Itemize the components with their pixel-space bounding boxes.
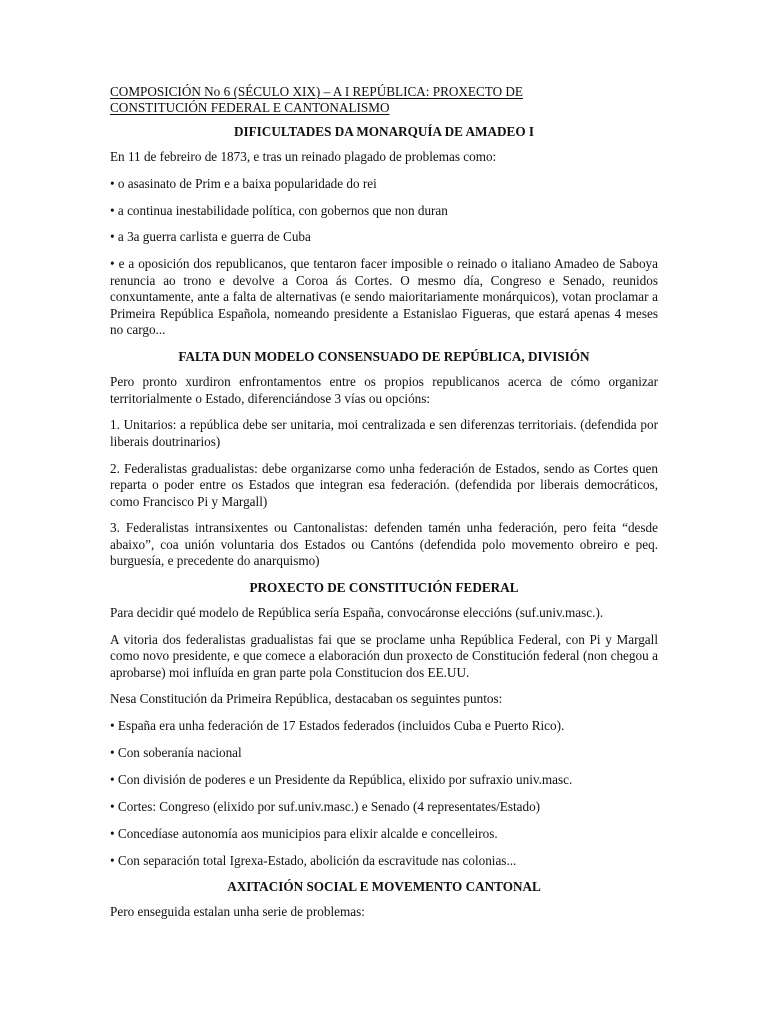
bullet-item: • Concedíase autonomía aos municipios para elixir alcalde e concelleiros.	[110, 825, 498, 841]
paragraph: Para decidir qué modelo de República sería España, convocáronse eleccións (suf.univ.masc.).	[110, 605, 604, 620]
bullet-item: • a continua inestabilidade política, con gobernos que non duran	[110, 202, 448, 218]
bullet-item: • Con soberanía nacional	[110, 744, 242, 760]
document-page	[110, 84, 658, 931]
document-title-line-1: COMPOSICIÓN No 6 (SÉCULO XIX) – A I REPÚBLICA: PROXECTO DE	[110, 84, 523, 99]
section-heading: AXITACIÓN SOCIAL E MOVEMENTO CANTONAL	[227, 879, 541, 895]
bullet-item: • a 3a guerra carlista e guerra de Cuba	[110, 229, 311, 245]
document-title	[110, 84, 658, 116]
bullet-item: • Con separación total Igrexa-Estado, abolición da escravitude nas colonias...	[110, 852, 517, 868]
bullet-item: • Cortes: Congreso (elixido por suf.univ.masc.) e Senado (4 representates/Estado)	[110, 798, 541, 814]
section-proxecto-constitucion	[110, 580, 658, 869]
section-heading: DIFICULTADES DA MONARQUÍA DE AMADEO I	[233, 124, 535, 139]
section-falta-modelo	[110, 349, 658, 570]
section-dificultades	[110, 124, 658, 339]
paragraph: Pero pronto xurdiron enfrontamentos entre os propios republicanos acerca de cómo organizar territorialmente o Estado, diferenciándose 3 vías ou opcións:	[110, 374, 658, 406]
bullet-item: • Con división de poderes e un Presidente da República, elixido por sufraxio univ.masc.	[110, 771, 573, 787]
document-title-line-2: CONSTITUCIÓN FEDERAL E CANTONALISMO	[110, 100, 390, 115]
section-axitacion-social	[110, 879, 658, 921]
paragraph: A vitoria dos federalistas gradualistas fai que se proclame unha República Federal, con Pi y Margall como novo presidente, e que comece a elaboración dun proxecto de Constitución federal (non chegou a aprobarse) moi influída en gran parte pola Constitucion dos EE.UU.	[110, 631, 658, 680]
paragraph: Pero enseguida estalan unha serie de problemas:	[110, 904, 365, 920]
bullet-item: • o asasinato de Prim e a baixa popularidade do rei	[110, 175, 377, 191]
numbered-item: 3. Federalistas intransixentes ou Cantonalistas: defenden tamén unha federación, pero feita “desde abaixo”, coa unión voluntaria dos Estados ou Cantóns (defendida polo movemento obreiro e peq. burguesía, e precedente do anarquismo)	[110, 520, 658, 569]
numbered-item: 2. Federalistas gradualistas: debe organizarse como unha federación de Estados, sendo as Cortes quen reparta o poder entre os Estados que integran esa federación. (defendida por liberais democráticos, como Francisco Pi y Margall)	[110, 460, 658, 509]
section-heading: PROXECTO DE CONSTITUCIÓN FEDERAL	[249, 580, 519, 595]
bullet-item: • España era unha federación de 17 Estados federados (incluidos Cuba e Puerto Rico).	[110, 718, 565, 734]
section-heading: FALTA DUN MODELO CONSENSUADO DE REPÚBLICA, DIVISIÓN	[178, 349, 590, 365]
bullet-item: • e a oposición dos republicanos, que tentaron facer imposible o reinado o italiano Amadeo de Saboya renuncia ao trono e devolve a Coroa ás Cortes. O mesmo día, Congreso e Senado, reunidos conxuntamente, ante a falta de alternativas (e sendo maioritariamente monárquicos), votan proclamar a Primeira República Española, nomeando presidente a Estanislao Figueras, que estará apenas 4 meses no cargo...	[110, 256, 658, 338]
numbered-item: 1. Unitarios: a república debe ser unitaria, moi centralizada e sen diferenzas territoriais. (defendida por liberais doutrinarios)	[110, 417, 658, 449]
paragraph: Nesa Constitución da Primeira República, destacaban os seguintes puntos:	[110, 691, 503, 707]
paragraph-intro: En 11 de febreiro de 1873, e tras un reinado plagado de problemas como:	[110, 149, 497, 164]
